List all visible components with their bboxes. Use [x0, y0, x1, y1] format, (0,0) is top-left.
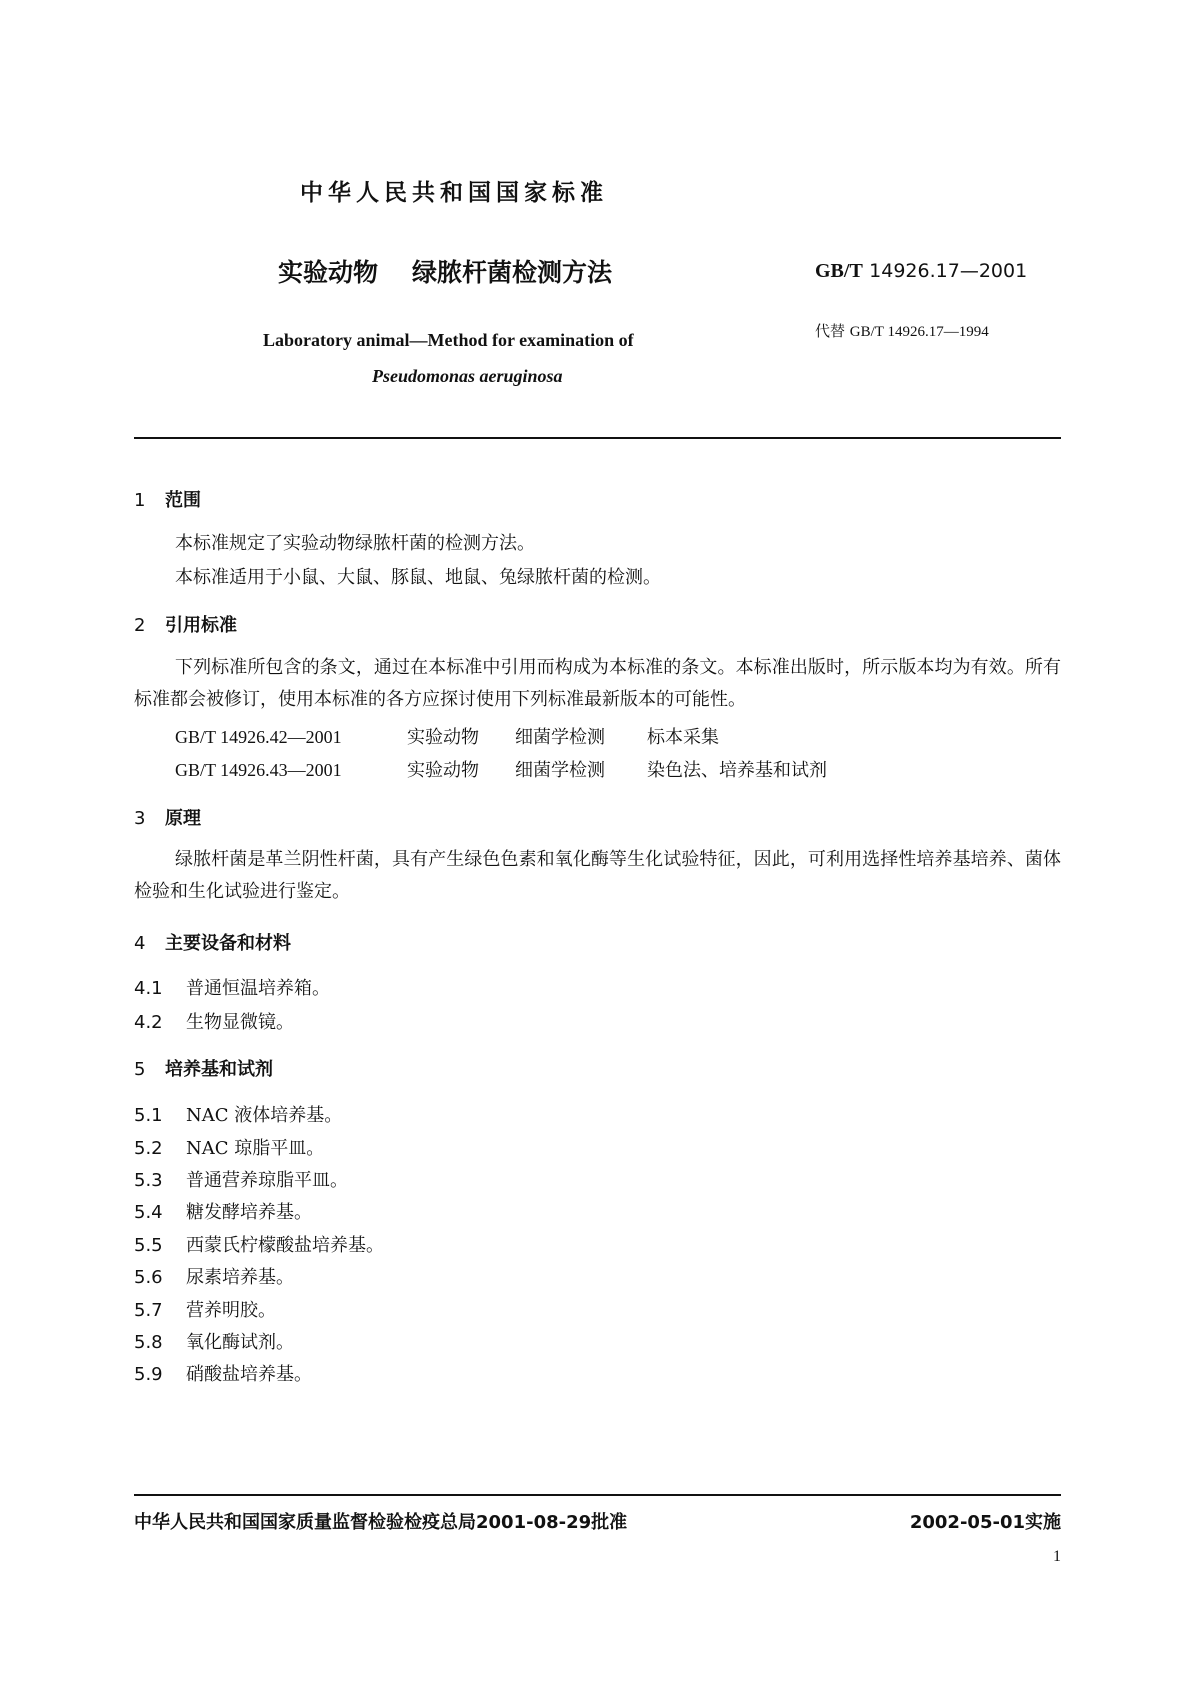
paragraph: 本标准规定了实验动物绿脓杆菌的检测方法。: [175, 533, 535, 554]
title-cn: [278, 253, 612, 289]
list-item: [134, 1263, 294, 1289]
section-number: 4: [134, 933, 146, 954]
reference-part-b: 细菌学检测: [515, 727, 605, 748]
reference-part-a: 实验动物: [407, 727, 479, 748]
list-item: [134, 1328, 294, 1354]
section-3-heading: [134, 804, 201, 830]
list-item: [134, 1166, 348, 1192]
reference-part-a: 实验动物: [407, 760, 479, 781]
section-number: 3: [134, 808, 146, 829]
title-en-line2: Pseudomonas aeruginosa: [372, 366, 563, 386]
header-divider: [134, 437, 1061, 439]
list-item: [134, 1101, 342, 1127]
item-text: NAC 琼脂平皿。: [186, 1138, 325, 1159]
footer-divider: [134, 1494, 1061, 1496]
list-item: [134, 1198, 312, 1224]
title-cn-part1: 实验动物: [278, 258, 379, 287]
item-number: 5.4: [134, 1202, 163, 1223]
item-text: NAC 液体培养基。: [186, 1105, 343, 1126]
reference-part-c: 染色法、培养基和试剂: [647, 760, 827, 781]
item-number: 5.2: [134, 1138, 163, 1159]
std-prefix: GB/T: [815, 260, 863, 282]
item-number: 4.1: [134, 978, 163, 999]
reference-item: [175, 756, 827, 782]
reference-code: GB/T 14926.43—2001: [175, 760, 342, 780]
replaces-label: 代替: [815, 322, 846, 340]
list-item: [134, 1360, 312, 1386]
section-2-heading: [134, 611, 237, 637]
reference-part-b: 细菌学检测: [515, 760, 605, 781]
replaces-code: GB/T 14926.17—1994: [849, 324, 989, 340]
item-number: 5.3: [134, 1170, 163, 1191]
section-title: 原理: [165, 808, 201, 829]
reference-item: [175, 723, 719, 749]
item-text: 尿素培养基。: [186, 1267, 294, 1288]
implementation-date: 2002-05-01实施: [909, 1512, 1061, 1533]
item-text: 普通营养琼脂平皿。: [186, 1170, 348, 1191]
list-item: [134, 1231, 384, 1257]
item-number: 5.8: [134, 1332, 163, 1353]
item-text: 营养明胶。: [186, 1300, 276, 1321]
reference-code: GB/T 14926.42—2001: [175, 727, 342, 747]
item-number: 5.1: [134, 1105, 163, 1126]
item-number: 5.6: [134, 1267, 163, 1288]
list-item: [134, 974, 330, 1000]
section-title: 培养基和试剂: [165, 1059, 273, 1080]
item-number: 5.5: [134, 1235, 163, 1256]
agency-title: 中华人民共和国国家标准: [300, 180, 608, 206]
reference-part-c: 标本采集: [647, 727, 719, 748]
list-item: [134, 1008, 294, 1034]
page-number: 1: [1053, 1548, 1061, 1565]
item-text: 西蒙氏柠檬酸盐培养基。: [186, 1235, 384, 1256]
title-en-line1: Laboratory animal—Method for examination of: [263, 330, 634, 350]
item-number: 5.7: [134, 1300, 163, 1321]
paragraph: 绿脓杆菌是革兰阴性杆菌，具有产生绿色色素和氧化酶等生化试验特征，因此，可利用选择性培养基培养、菌体检验和生化试验进行鉴定。: [134, 849, 1061, 902]
section-1-heading: [134, 486, 201, 512]
list-item: [134, 1134, 324, 1160]
section-4-heading: [134, 929, 291, 955]
paragraph: 本标准适用于小鼠、大鼠、豚鼠、地鼠、兔绿脓杆菌的检测。: [175, 567, 661, 588]
section-5-heading: [134, 1055, 273, 1081]
std-number-line: [815, 258, 1027, 283]
section-title: 主要设备和材料: [165, 933, 291, 954]
item-text: 生物显微镜。: [186, 1012, 294, 1033]
item-number: 5.9: [134, 1364, 163, 1385]
section-number: 5: [134, 1059, 146, 1080]
paragraph: 下列标准所包含的条文，通过在本标准中引用而构成为本标准的条文。本标准出版时，所示版本均为有效。所有标准都会被修订，使用本标准的各方应探讨使用下列标准最新版本的可能性。: [134, 657, 1061, 710]
replaces-line: [815, 320, 989, 341]
item-number: 4.2: [134, 1012, 163, 1033]
section-number: 2: [134, 615, 146, 636]
item-text: 硝酸盐培养基。: [186, 1364, 312, 1385]
section-title: 范围: [165, 490, 201, 511]
std-number: 14926.17—2001: [869, 260, 1028, 282]
title-cn-part2: 绿脓杆菌检测方法: [412, 258, 613, 287]
list-item: [134, 1296, 276, 1322]
section-title: 引用标准: [165, 615, 237, 636]
item-text: 糖发酵培养基。: [186, 1202, 312, 1223]
section-number: 1: [134, 490, 146, 511]
item-text: 氧化酶试剂。: [186, 1332, 294, 1353]
approval-line: 中华人民共和国国家质量监督检验检疫总局2001-08-29批准: [134, 1512, 628, 1533]
item-text: 普通恒温培养箱。: [186, 978, 330, 999]
